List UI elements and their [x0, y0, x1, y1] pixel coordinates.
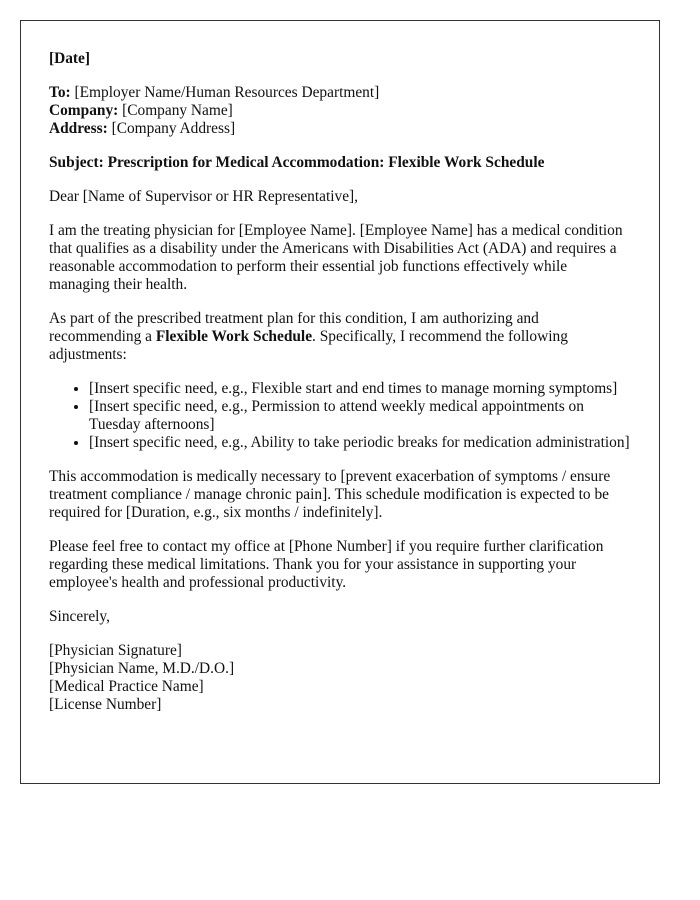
paragraph-necessity: This accommodation is medically necessary to [prevent exacerbation of symptoms / ensure treatment compliance / manage chronic pain]. This schedule modification is expected to be required for [Duration, e.g., six months / indefinitely].: [49, 468, 611, 521]
address-value: [Company Address]: [107, 120, 236, 137]
recipient-block: [49, 84, 631, 138]
salutation: Dear [Name of Supervisor or HR Representative],: [49, 188, 358, 205]
subject-line: Subject: Prescription for Medical Accommodation: Flexible Work Schedule: [49, 154, 545, 171]
letter-date: [Date]: [49, 50, 91, 67]
to-value: [Employer Name/Human Resources Department]: [70, 84, 380, 101]
paragraph-contact: Please feel free to contact my office at [Phone Number] if you require further clarification regarding these medical limitations. Thank you for your assistance in supporting your employee's health and professional productivity.: [49, 538, 604, 591]
physician-signature: [Physician Signature]: [49, 642, 182, 659]
recommendation-text-before: As part of the prescribed treatment plan for this condition, I am authorizing and recommending a: [49, 310, 539, 345]
letter-document: [20, 20, 660, 784]
list-item: • [Insert specific need, e.g., Flexible start and end times to manage morning symptoms]: [89, 380, 631, 398]
paragraph-intro: I am the treating physician for [Employee Name]. [Employee Name] has a medical condition that qualifies as a disability under the Americans with Disabilities Act (ADA) and requires a reasonable accommodation to perform their essential job functions effectively while managing their health.: [49, 222, 623, 293]
to-label: To:: [49, 84, 71, 101]
signature-block: [49, 642, 631, 714]
paragraph-recommendation: [49, 310, 631, 364]
company-value: [Company Name]: [118, 102, 233, 119]
recommendation-bold: Flexible Work Schedule: [155, 328, 313, 345]
company-label: Company:: [49, 102, 119, 119]
medical-practice-name: [Medical Practice Name]: [49, 678, 204, 695]
closing: Sincerely,: [49, 608, 110, 625]
adjustments-list: [49, 380, 631, 452]
recipient-address: [49, 120, 631, 138]
physician-name: [Physician Name, M.D./D.O.]: [49, 660, 235, 677]
address-label: Address:: [49, 120, 108, 137]
recipient-company: [49, 102, 631, 120]
recipient-to: [49, 84, 631, 102]
list-item: • [Insert specific need, e.g., Permission to attend weekly medical appointments on Tuesday afternoons]: [89, 398, 631, 434]
license-number: [License Number]: [49, 696, 162, 713]
recommendation-text-after: . Specifically, I recommend the following adjustments:: [49, 328, 568, 363]
list-item: • [Insert specific need, e.g., Ability to take periodic breaks for medication administration]: [89, 434, 631, 452]
